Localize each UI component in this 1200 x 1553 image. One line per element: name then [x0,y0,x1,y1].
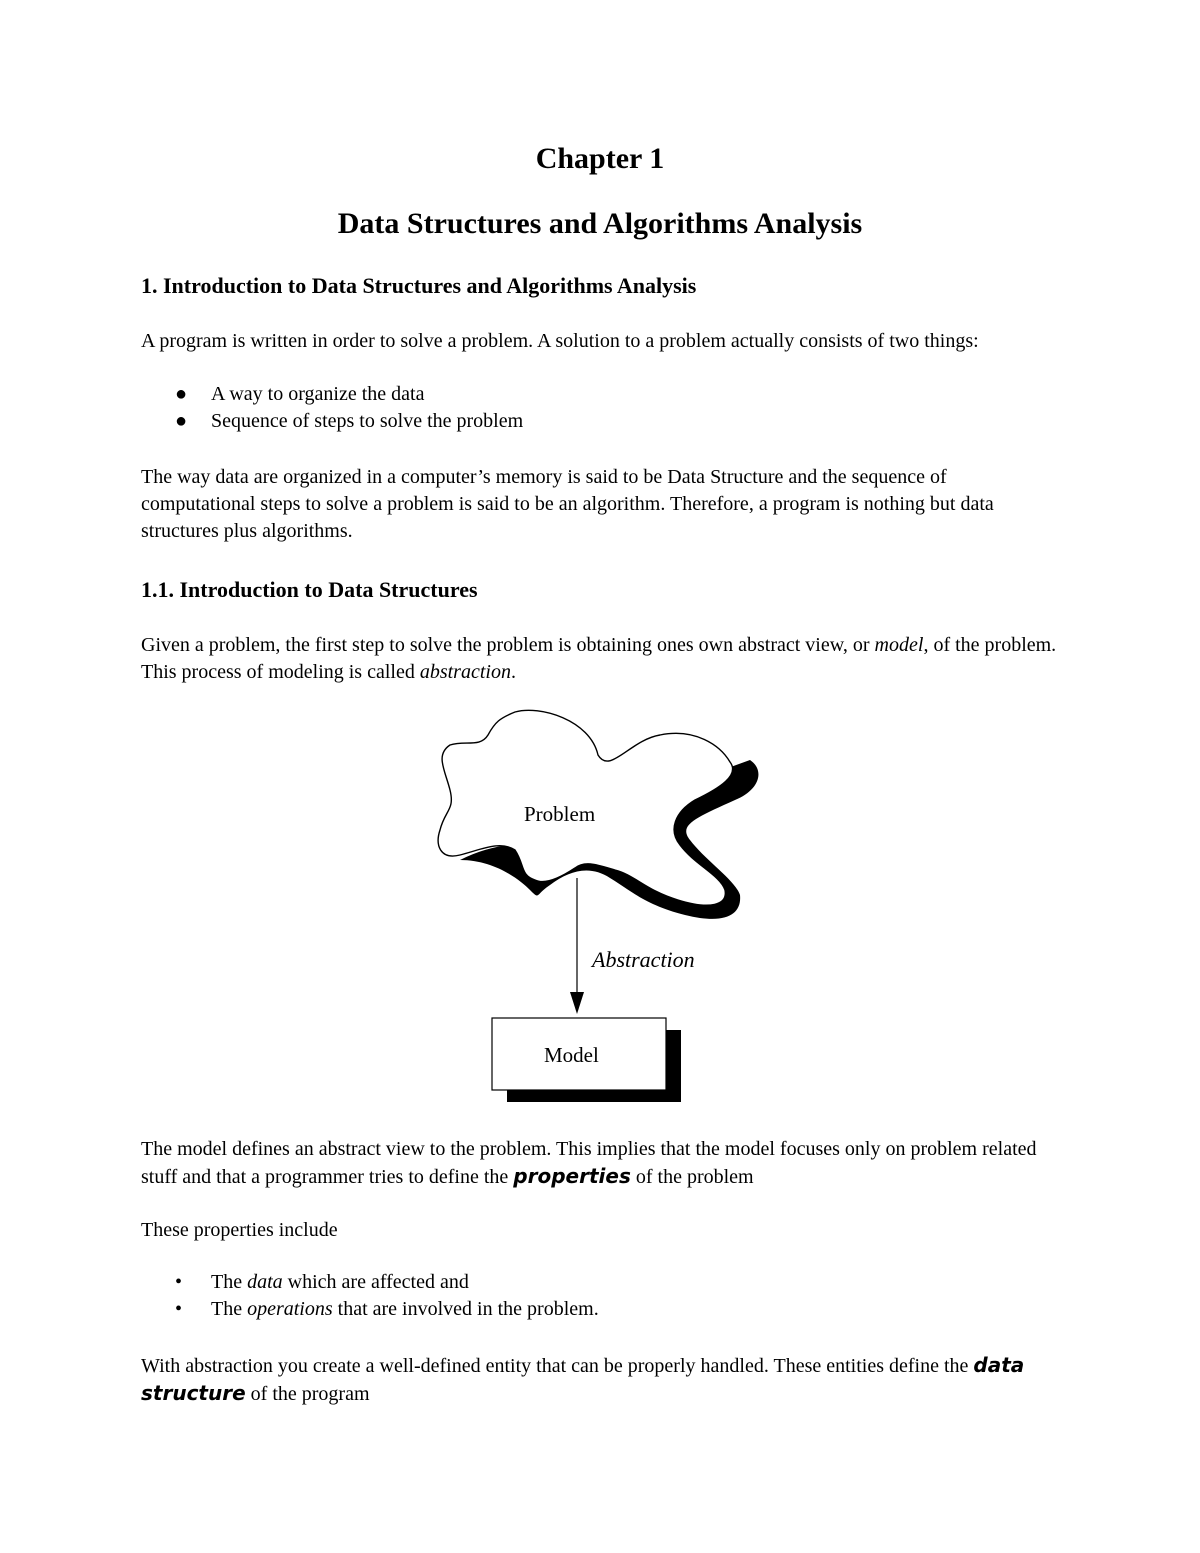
bullet-icon: • [175,1298,183,1320]
bullet-text: A way to organize the data [211,383,425,405]
emphasis-properties: properties [513,1164,631,1188]
emphasis-model: model [874,634,924,656]
section-1-heading: 1. Introduction to Data Structures and Algorithms Analysis [141,273,697,298]
bullet-item [175,383,424,406]
model-box-icon [492,1018,681,1102]
model-label: Model [544,1043,599,1067]
problem-label: Problem [524,802,596,826]
emphasis-operations: operations [247,1298,333,1320]
bullet-icon: ● [175,383,188,405]
document-title: Data Structures and Algorithms Analysis [337,207,863,240]
abstraction-label: Abstraction [592,947,695,972]
bullet-icon: ● [175,410,188,432]
section-1-paragraph-2: The way data are organized in a computer’s memory is said to be Data Structure and the sequence of computational steps to solve a problem is said to be an algorithm. Therefore, a program is nothing but data structures plus algorithms. [141,466,994,542]
bullet-text: Sequence of steps to solve the problem [211,410,524,432]
emphasis-data-structure: data structure [141,1353,1025,1405]
section-1-1-paragraph-2: The model defines an abstract view to the problem. This implies that the model focuses only on problem related stuff and that a programmer tries to define the properties of the problem [141,1138,1037,1188]
emphasis-abstraction: abstraction [419,661,511,683]
bullet-item: • The data which are affected and [175,1271,469,1293]
abstraction-diagram [420,700,780,1120]
bullet-item: • The operations that are involved in the problem. [175,1298,599,1320]
section-1-paragraph-1: A program is written in order to solve a problem. A solution to a problem actually consists of two things: [141,330,979,352]
bullet-item [175,410,523,433]
bullet-icon: • [175,1271,183,1293]
problem-cloud-icon [438,710,758,919]
emphasis-data: data [247,1271,283,1293]
section-1-1-paragraph-3: These properties include [141,1219,338,1241]
section-1-1-paragraph-1: Given a problem, the first step to solve the problem is obtaining ones own abstract view, or model, of the problem. This process of modeling is called abstraction. [141,634,1057,683]
section-1-1-paragraph-4: With abstraction you create a well-defined entity that can be properly handled. These entities define the data structure of the program [141,1353,1025,1405]
section-1-1-heading: 1.1. Introduction to Data Structures [141,577,478,602]
chapter-title: Chapter 1 [535,142,665,175]
